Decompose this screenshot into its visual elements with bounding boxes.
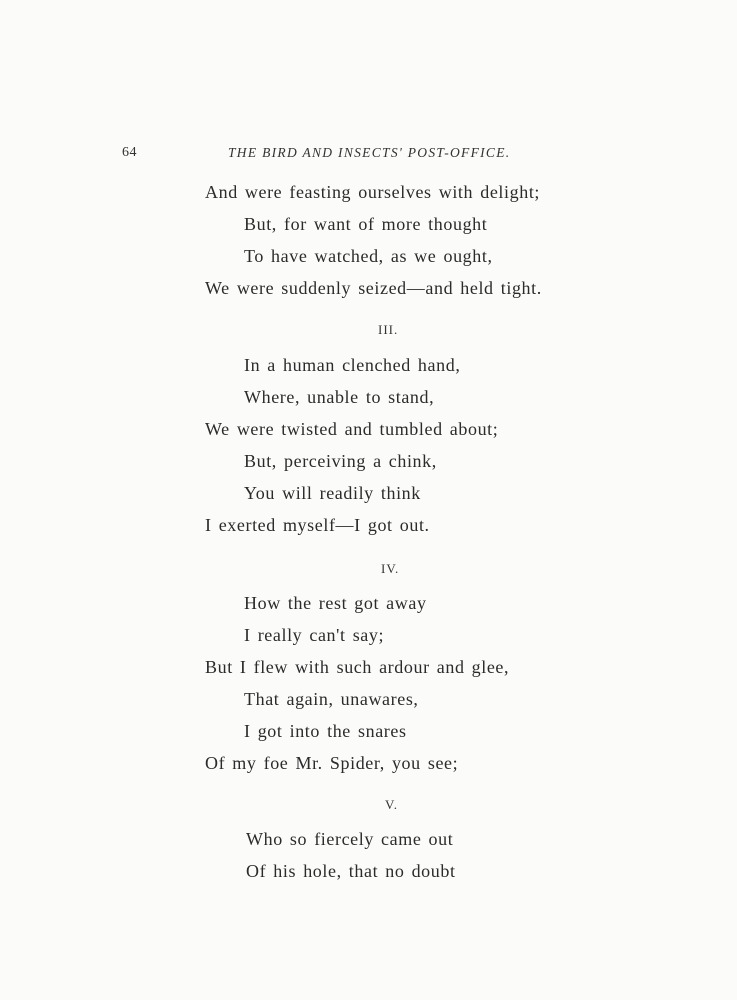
stanza-number: IV.	[381, 561, 400, 576]
poem-line: Where, unable to stand,	[244, 387, 435, 407]
poem-line: Of his hole, that no doubt	[246, 861, 456, 881]
poem-line: But, for want of more thought	[244, 214, 488, 234]
page-number: 64	[122, 145, 137, 160]
poem-line: To have watched, as we ought,	[244, 246, 493, 266]
poem-line: I exerted myself—I got out.	[205, 515, 430, 535]
poem-line: But I flew with such ardour and glee,	[205, 657, 510, 677]
poem-line: In a human clenched hand,	[244, 355, 461, 375]
running-title: THE BIRD AND INSECTS' POST-OFFICE.	[228, 145, 511, 160]
poem-line: Of my foe Mr. Spider, you see;	[205, 753, 459, 773]
poem-line: But, perceiving a chink,	[244, 451, 437, 471]
poem-line: We were suddenly seized—and held tight.	[205, 278, 542, 298]
poem-line: I really can't say;	[244, 625, 385, 645]
stanza-number: V.	[385, 797, 398, 812]
poem-line: We were twisted and tumbled about;	[205, 419, 499, 439]
poem-line: That again, unawares,	[244, 689, 419, 709]
poem-line: Who so fiercely came out	[246, 829, 454, 849]
poem-line: And were feasting ourselves with delight;	[205, 182, 541, 202]
stanza-number: III.	[378, 322, 399, 337]
poem-line: I got into the snares	[244, 721, 407, 741]
poem-line: You will readily think	[244, 483, 421, 503]
poem-line: How the rest got away	[244, 593, 427, 613]
